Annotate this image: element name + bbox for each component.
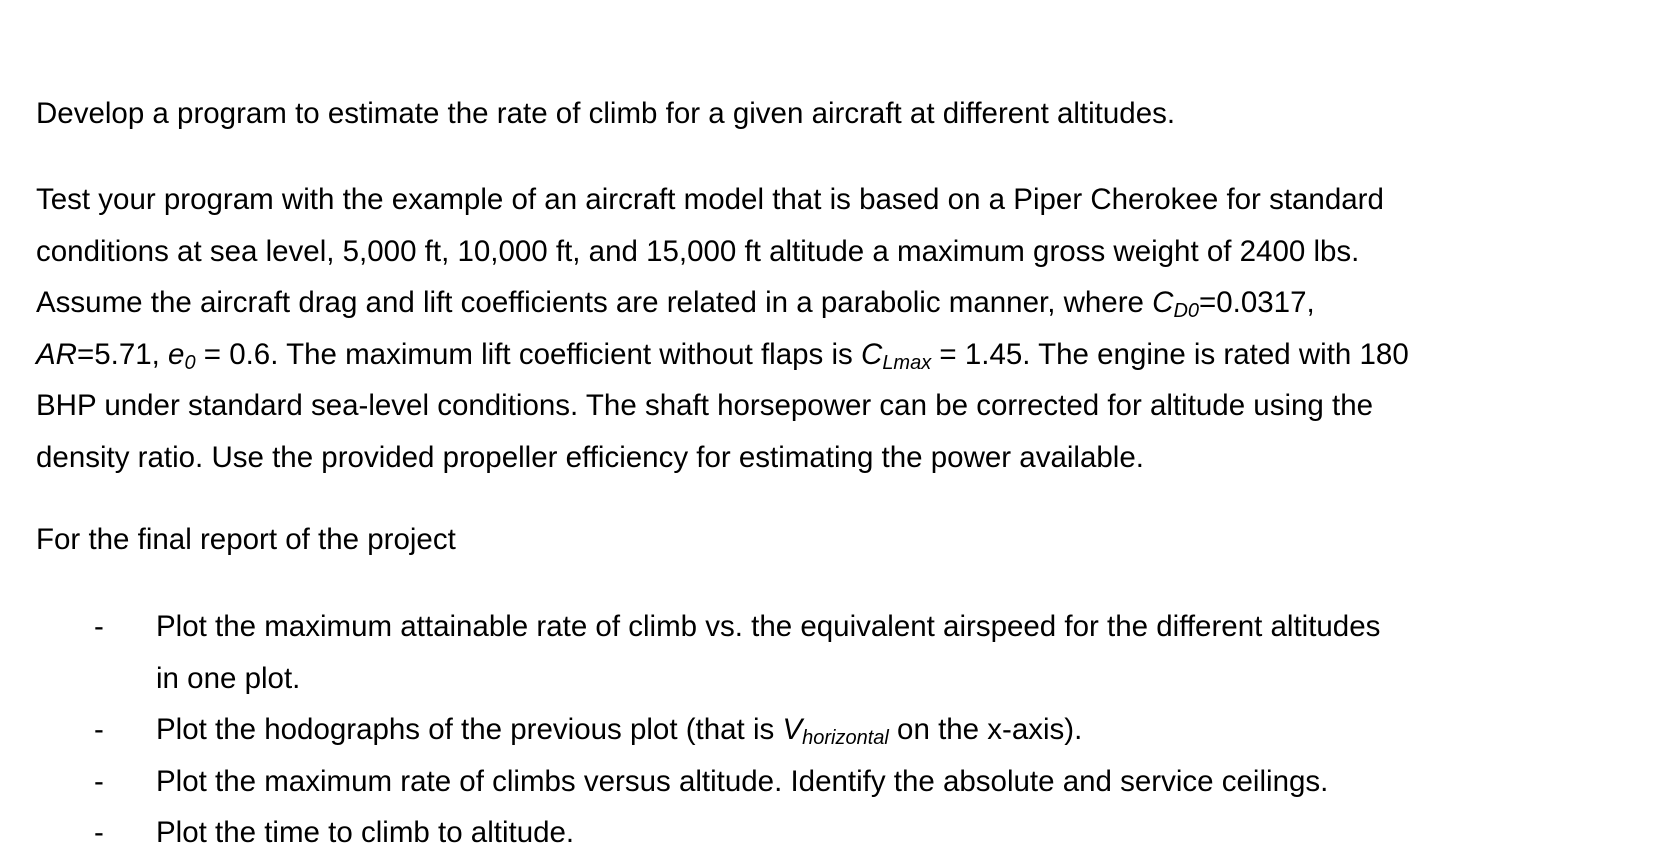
bullet-dash: - [94, 816, 104, 849]
ar-symbol: AR [36, 337, 77, 371]
bullet-3-line-1: Plot the maximum rate of climbs versus altitude. Identify the absolute and service ceilings. [156, 764, 1329, 798]
e-subscript: 0 [184, 351, 196, 374]
bullet-1-line-1: Plot the maximum attainable rate of climb vs. the equivalent airspeed for the different altitudes [156, 610, 1381, 643]
cd0-subscript: D0 [1173, 300, 1200, 322]
bullet-item-3 [0, 756, 1672, 808]
bullet-list [0, 601, 1672, 859]
bullet-text-4 [156, 807, 1636, 859]
test-paragraph [36, 174, 1616, 483]
bullet-text-1 [156, 601, 1636, 704]
e-value: = 0.6. The maximum lift coefficient without flaps is [195, 337, 861, 371]
bullet-2-pre: Plot the hodographs of the previous plot (that is [156, 713, 783, 746]
test-line-6: density ratio. Use the provided propeller efficiency for estimating the power available. [36, 440, 1144, 474]
bullet-text-3 [156, 756, 1636, 808]
intro-text: Develop a program to estimate the rate of climb for a given aircraft at different altitudes. [36, 97, 1176, 130]
test-line-3-text: Assume the aircraft drag and lift coefficients are related in a parabolic manner, where [36, 286, 1153, 319]
cl-subscript: Lmax [882, 351, 932, 374]
intro-paragraph [36, 88, 1616, 140]
final-report-text: For the final report of the project [36, 523, 456, 556]
test-line-5: BHP under standard sea-level conditions. The shaft horsepower can be corrected for altitude using the [36, 389, 1374, 422]
bullet-2-post: on the x-axis). [888, 713, 1083, 746]
test-line-3 [36, 277, 1616, 329]
test-line-1: Test your program with the example of an aircraft model that is based on a Piper Cherokee for standard [36, 183, 1384, 216]
bullet-4-line-1: Plot the time to climb to altitude. [156, 816, 575, 849]
cd0-value: =0.0317, [1199, 286, 1315, 319]
final-report-paragraph [36, 514, 1616, 566]
bullet-dash: - [94, 713, 104, 746]
v-subscript: horizontal [802, 727, 889, 749]
bullet-item-2 [0, 704, 1672, 756]
e-symbol: e [168, 337, 185, 371]
v-symbol: V [782, 713, 803, 746]
bullet-2-line-1 [156, 704, 1636, 756]
bullet-item-1 [0, 601, 1672, 704]
bullet-text-2 [156, 704, 1636, 756]
cd0-symbol: C [1152, 286, 1174, 319]
bullet-dash: - [94, 764, 104, 798]
test-line-2: conditions at sea level, 5,000 ft, 10,000 ft, and 15,000 ft altitude a maximum gross weight of 2400 lbs. [36, 234, 1360, 268]
bullet-dash: - [94, 610, 104, 643]
test-line-4 [36, 329, 1616, 381]
cl-symbol: C [861, 337, 883, 371]
bullet-1-line-2: in one plot. [156, 661, 301, 695]
bullet-item-4 [0, 807, 1672, 859]
ar-value: =5.71, [76, 337, 169, 371]
cl-value: = 1.45. The engine is rated with 180 [931, 337, 1409, 371]
